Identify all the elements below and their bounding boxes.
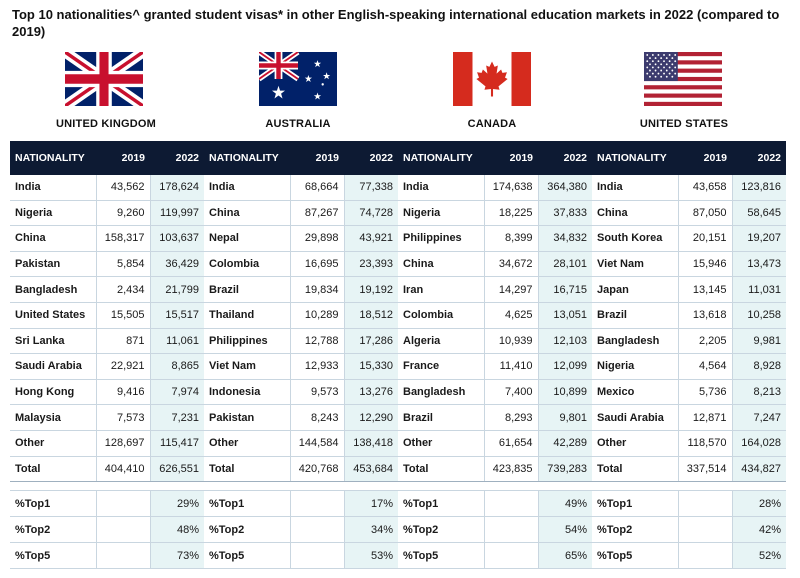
nationality-cell: Viet Nam [204,354,290,380]
header-2022: 2022 [344,141,398,175]
value-2022-cell: 8,865 [150,354,204,380]
value-2022-cell: 21,799 [150,277,204,303]
value-2019-cell: 29,898 [290,226,344,252]
nationality-cell: Japan [592,277,678,303]
value-2019-cell: 61,654 [484,430,538,456]
value-2022-cell: 43,921 [344,226,398,252]
value-2022-cell: 7,974 [150,379,204,405]
value-2019-cell: 16,695 [290,251,344,277]
table-row [10,456,786,482]
nationality-cell: Nepal [204,226,290,252]
value-2022-cell: 28% [732,491,786,517]
nationality-cell: %Top5 [204,543,290,569]
value-2019-cell: 10,289 [290,302,344,328]
value-2022-cell: 7,247 [732,405,786,431]
nationality-cell: Other [592,430,678,456]
nationality-cell: Iran [398,277,484,303]
value-2022-cell: 77,338 [344,175,398,200]
value-2019-cell [678,517,732,543]
page-title: Top 10 nationalities^ granted student visas* in other English-speaking international education markets in 2022 (compared to 2019) [12,7,780,39]
value-2019-cell: 43,562 [96,175,150,200]
value-2022-cell: 11,031 [732,277,786,303]
value-2019-cell [678,543,732,569]
country-label-canada: CANADA [467,118,517,130]
nationality-cell: India [204,175,290,200]
nationality-cell: Algeria [398,328,484,354]
value-2019-cell: 2,205 [678,328,732,354]
value-2022-cell: 123,816 [732,175,786,200]
value-2019-cell [484,517,538,543]
nationality-cell: China [592,200,678,226]
uk-flag-icon [65,52,143,106]
value-2022-cell: 18,512 [344,302,398,328]
nationality-cell: %Top1 [204,491,290,517]
table-row [10,354,786,380]
value-2019-cell: 423,835 [484,456,538,482]
nationality-cell: Saudi Arabia [592,405,678,431]
value-2022-cell: 8,928 [732,354,786,380]
value-2022-cell: 13,276 [344,379,398,405]
value-2022-cell: 36,429 [150,251,204,277]
summary-row [10,491,786,517]
nationality-cell: Viet Nam [592,251,678,277]
header-2019: 2019 [678,141,732,175]
header-2022: 2022 [150,141,204,175]
value-2019-cell [678,491,732,517]
value-2019-cell [290,543,344,569]
value-2022-cell: 12,103 [538,328,592,354]
nationality-cell: South Korea [592,226,678,252]
value-2019-cell: 5,854 [96,251,150,277]
nationality-cell: Other [398,430,484,456]
value-2019-cell [96,491,150,517]
nationality-cell: Brazil [204,277,290,303]
nationality-cell: Saudi Arabia [10,354,96,380]
nationality-cell: Philippines [204,328,290,354]
nationality-cell: Mexico [592,379,678,405]
nationality-cell: Malaysia [10,405,96,431]
value-2019-cell: 12,871 [678,405,732,431]
table-row [10,226,786,252]
summary-row [10,543,786,569]
value-2019-cell: 87,050 [678,200,732,226]
value-2019-cell: 14,297 [484,277,538,303]
value-2019-cell: 4,625 [484,302,538,328]
value-2022-cell: 453,684 [344,456,398,482]
value-2022-cell: 42,289 [538,430,592,456]
value-2022-cell: 54% [538,517,592,543]
header-nationality: NATIONALITY [204,141,290,175]
value-2019-cell: 22,921 [96,354,150,380]
nationality-cell: Bangladesh [398,379,484,405]
value-2019-cell: 13,145 [678,277,732,303]
nationality-cell: India [398,175,484,200]
nationality-cell: Nigeria [592,354,678,380]
header-2022: 2022 [732,141,786,175]
us-flag-icon [644,52,722,106]
value-2022-cell: 53% [344,543,398,569]
nationality-cell: Sri Lanka [10,328,96,354]
value-2022-cell: 15,517 [150,302,204,328]
value-2019-cell: 7,400 [484,379,538,405]
nationality-cell: %Top5 [10,543,96,569]
value-2022-cell: 17,286 [344,328,398,354]
value-2019-cell: 337,514 [678,456,732,482]
value-2019-cell: 871 [96,328,150,354]
value-2019-cell: 128,697 [96,430,150,456]
value-2019-cell: 34,672 [484,251,538,277]
value-2022-cell: 19,207 [732,226,786,252]
value-2019-cell: 12,933 [290,354,344,380]
table-row [10,430,786,456]
country-label-us: UNITED STATES [639,118,729,130]
value-2022-cell: 119,997 [150,200,204,226]
nationality-cell: China [398,251,484,277]
value-2022-cell: 12,099 [538,354,592,380]
value-2022-cell: 10,258 [732,302,786,328]
value-2019-cell: 15,505 [96,302,150,328]
nationality-cell: %Top1 [398,491,484,517]
value-2022-cell: 10,899 [538,379,592,405]
value-2022-cell: 138,418 [344,430,398,456]
value-2022-cell: 19,192 [344,277,398,303]
value-2022-cell: 15,330 [344,354,398,380]
value-2019-cell: 9,573 [290,379,344,405]
nationality-cell: Philippines [398,226,484,252]
value-2019-cell: 7,573 [96,405,150,431]
value-2022-cell: 34,832 [538,226,592,252]
table-row [10,251,786,277]
value-2019-cell: 174,638 [484,175,538,200]
value-2019-cell [96,517,150,543]
nationality-cell: Colombia [204,251,290,277]
nationality-cell: Pakistan [204,405,290,431]
value-2019-cell: 4,564 [678,354,732,380]
table-row [10,328,786,354]
nationality-cell: Total [592,456,678,482]
value-2022-cell: 13,051 [538,302,592,328]
nationality-cell: Nigeria [10,200,96,226]
value-2019-cell: 9,416 [96,379,150,405]
value-2019-cell: 10,939 [484,328,538,354]
nationality-cell: Total [10,456,96,482]
value-2019-cell: 8,243 [290,405,344,431]
canada-flag-icon [453,52,531,106]
value-2022-cell: 65% [538,543,592,569]
value-2022-cell: 8,213 [732,379,786,405]
nationality-cell: Total [398,456,484,482]
value-2022-cell: 9,801 [538,405,592,431]
nationality-cell: China [204,200,290,226]
value-2019-cell: 8,399 [484,226,538,252]
value-2022-cell: 37,833 [538,200,592,226]
value-2022-cell: 28,101 [538,251,592,277]
value-2019-cell: 19,834 [290,277,344,303]
value-2019-cell [290,491,344,517]
value-2022-cell: 434,827 [732,456,786,482]
value-2019-cell: 158,317 [96,226,150,252]
value-2019-cell: 2,434 [96,277,150,303]
value-2019-cell: 43,658 [678,175,732,200]
value-2019-cell: 9,260 [96,200,150,226]
nationality-cell: Other [10,430,96,456]
value-2019-cell [290,517,344,543]
nationality-cell: Hong Kong [10,379,96,405]
header-nationality: NATIONALITY [398,141,484,175]
value-2019-cell: 5,736 [678,379,732,405]
table-header-row [10,141,786,175]
nationality-cell: Indonesia [204,379,290,405]
australia-flag-icon [259,52,337,106]
summary-row [10,517,786,543]
table-row [10,379,786,405]
value-2022-cell: 103,637 [150,226,204,252]
value-2019-cell: 12,788 [290,328,344,354]
nationality-cell: Brazil [398,405,484,431]
value-2022-cell: 364,380 [538,175,592,200]
value-2019-cell: 144,584 [290,430,344,456]
nationality-cell: %Top2 [592,517,678,543]
header-2019: 2019 [290,141,344,175]
value-2019-cell: 15,946 [678,251,732,277]
value-2022-cell: 178,624 [150,175,204,200]
nationality-cell: Bangladesh [592,328,678,354]
nationality-cell: %Top2 [204,517,290,543]
value-2022-cell: 739,283 [538,456,592,482]
value-2022-cell: 13,473 [732,251,786,277]
table-row [10,302,786,328]
header-nationality: NATIONALITY [10,141,96,175]
nationality-cell: %Top5 [592,543,678,569]
nationality-cell: France [398,354,484,380]
header-2019: 2019 [484,141,538,175]
value-2019-cell: 404,410 [96,456,150,482]
value-2022-cell: 115,417 [150,430,204,456]
nationality-cell: %Top5 [398,543,484,569]
value-2022-cell: 74,728 [344,200,398,226]
value-2022-cell: 23,393 [344,251,398,277]
nationality-cell: China [10,226,96,252]
value-2022-cell: 16,715 [538,277,592,303]
value-2022-cell: 52% [732,543,786,569]
value-2019-cell: 20,151 [678,226,732,252]
value-2019-cell: 11,410 [484,354,538,380]
value-2022-cell: 48% [150,517,204,543]
header-2022: 2022 [538,141,592,175]
nationality-cell: Total [204,456,290,482]
nationality-cell: Bangladesh [10,277,96,303]
value-2019-cell: 18,225 [484,200,538,226]
value-2022-cell: 626,551 [150,456,204,482]
country-label-uk: UNITED KINGDOM [56,118,156,130]
nationality-cell: United States [10,302,96,328]
value-2022-cell: 42% [732,517,786,543]
nationality-cell: Pakistan [10,251,96,277]
nationality-cell: Brazil [592,302,678,328]
country-label-australia: AUSTRALIA [265,118,331,130]
header-2019: 2019 [96,141,150,175]
header-nationality: NATIONALITY [592,141,678,175]
value-2022-cell: 12,290 [344,405,398,431]
nationality-cell: Other [204,430,290,456]
table-row [10,277,786,303]
nationality-cell: Thailand [204,302,290,328]
nationality-cell: Colombia [398,302,484,328]
value-2019-cell: 68,664 [290,175,344,200]
value-2022-cell: 9,981 [732,328,786,354]
value-2022-cell: 11,061 [150,328,204,354]
value-2022-cell: 164,028 [732,430,786,456]
value-2019-cell [484,491,538,517]
value-2022-cell: 17% [344,491,398,517]
value-2019-cell: 87,267 [290,200,344,226]
nationality-cell: India [592,175,678,200]
value-2019-cell [96,543,150,569]
value-2019-cell: 420,768 [290,456,344,482]
value-2022-cell: 58,645 [732,200,786,226]
visa-table [10,141,786,482]
table-row [10,175,786,200]
value-2022-cell: 29% [150,491,204,517]
value-2022-cell: 49% [538,491,592,517]
table-row [10,405,786,431]
value-2022-cell: 34% [344,517,398,543]
nationality-cell: %Top2 [10,517,96,543]
table-row [10,200,786,226]
value-2019-cell: 8,293 [484,405,538,431]
value-2022-cell: 73% [150,543,204,569]
value-2019-cell: 13,618 [678,302,732,328]
value-2022-cell: 7,231 [150,405,204,431]
nationality-cell: Nigeria [398,200,484,226]
value-2019-cell [484,543,538,569]
summary-table [10,490,786,569]
nationality-cell: India [10,175,96,200]
nationality-cell: %Top2 [398,517,484,543]
value-2019-cell: 118,570 [678,430,732,456]
nationality-cell: %Top1 [10,491,96,517]
nationality-cell: %Top1 [592,491,678,517]
